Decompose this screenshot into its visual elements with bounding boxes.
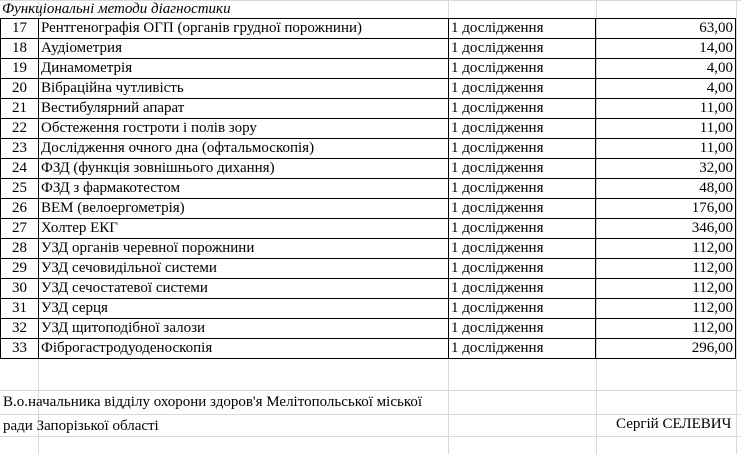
table-row (1, 279, 736, 299)
signer-name: Сергій СЕЛЕВИЧ (616, 416, 732, 432)
gridline (736, 0, 737, 454)
unit[interactable]: 1 дослідження (449, 99, 596, 119)
row-number[interactable]: 18 (1, 39, 39, 59)
table-row (1, 339, 736, 359)
service-name[interactable]: УЗД серця (39, 299, 449, 319)
unit[interactable]: 1 дослідження (449, 319, 596, 339)
table-row (1, 159, 736, 179)
price[interactable]: 4,00 (596, 79, 736, 99)
table-row (1, 239, 736, 259)
price[interactable]: 346,00 (596, 219, 736, 239)
price[interactable]: 32,00 (596, 159, 736, 179)
unit[interactable]: 1 дослідження (449, 19, 596, 39)
unit[interactable]: 1 дослідження (449, 259, 596, 279)
row-number[interactable]: 32 (1, 319, 39, 339)
price[interactable]: 11,00 (596, 99, 736, 119)
price[interactable]: 112,00 (596, 239, 736, 259)
row-number[interactable]: 28 (1, 239, 39, 259)
service-name[interactable]: УЗД сечостатевої системи (39, 279, 449, 299)
table-row (1, 139, 736, 159)
unit[interactable]: 1 дослідження (449, 179, 596, 199)
price[interactable]: 11,00 (596, 139, 736, 159)
signature-position (3, 390, 453, 438)
service-name[interactable]: Аудіометрия (39, 39, 449, 59)
service-name[interactable]: УЗД щитоподібної залози (39, 319, 449, 339)
position-line-1: В.о.начальника відділу охорони здоров'я Мелітопольської міської (3, 394, 423, 410)
price[interactable]: 112,00 (596, 299, 736, 319)
table-row (1, 259, 736, 279)
unit[interactable]: 1 дослідження (449, 59, 596, 79)
position-line-2: ради Запорізької області (3, 418, 159, 434)
table-row (1, 219, 736, 239)
row-number[interactable]: 30 (1, 279, 39, 299)
table-row (1, 79, 736, 99)
unit[interactable]: 1 дослідження (449, 199, 596, 219)
service-name[interactable]: Динамометрія (39, 59, 449, 79)
row-number[interactable]: 26 (1, 199, 39, 219)
table-row (1, 319, 736, 339)
unit[interactable]: 1 дослідження (449, 239, 596, 259)
price[interactable]: 112,00 (596, 319, 736, 339)
table-row (1, 119, 736, 139)
price[interactable]: 296,00 (596, 339, 736, 359)
unit[interactable]: 1 дослідження (449, 159, 596, 179)
service-name[interactable]: Вестибулярний апарат (39, 99, 449, 119)
unit[interactable]: 1 дослідження (449, 39, 596, 59)
service-name[interactable]: ФЗД (функція зовнішнього дихання) (39, 159, 449, 179)
row-number[interactable]: 20 (1, 79, 39, 99)
row-number[interactable]: 33 (1, 339, 39, 359)
unit[interactable]: 1 дослідження (449, 119, 596, 139)
section-title: Функціональні методи діагностики (2, 1, 231, 17)
price[interactable]: 48,00 (596, 179, 736, 199)
row-number[interactable]: 19 (1, 59, 39, 79)
price[interactable]: 11,00 (596, 119, 736, 139)
unit[interactable]: 1 дослідження (449, 219, 596, 239)
table-row (1, 179, 736, 199)
service-name[interactable]: ВЕМ (велоергометрія) (39, 199, 449, 219)
row-number[interactable]: 27 (1, 219, 39, 239)
service-name[interactable]: Дослідження очного дна (офтальмоскопія) (39, 139, 449, 159)
service-name[interactable]: Обстеження гостроти і полів зору (39, 119, 449, 139)
table-row (1, 59, 736, 79)
price[interactable]: 4,00 (596, 59, 736, 79)
unit[interactable]: 1 дослідження (449, 339, 596, 359)
unit[interactable]: 1 дослідження (449, 139, 596, 159)
row-number[interactable]: 29 (1, 259, 39, 279)
table-row (1, 299, 736, 319)
price-table-body (1, 19, 736, 359)
service-name[interactable]: Рентгенографія ОГП (органів грудної порожнини) (39, 19, 449, 39)
service-name[interactable]: Фіброгастродуоденоскопія (39, 339, 449, 359)
row-number[interactable]: 22 (1, 119, 39, 139)
price[interactable]: 14,00 (596, 39, 736, 59)
row-number[interactable]: 31 (1, 299, 39, 319)
service-name[interactable]: Вібраційна чутливість (39, 79, 449, 99)
row-number[interactable]: 25 (1, 179, 39, 199)
row-number[interactable]: 17 (1, 19, 39, 39)
unit[interactable]: 1 дослідження (449, 279, 596, 299)
service-name[interactable]: УЗД сечовидільної системи (39, 259, 449, 279)
row-number[interactable]: 21 (1, 99, 39, 119)
price-table (0, 18, 736, 359)
row-number[interactable]: 24 (1, 159, 39, 179)
price[interactable]: 176,00 (596, 199, 736, 219)
table-row (1, 199, 736, 219)
service-name[interactable]: УЗД органів черевної порожнини (39, 239, 449, 259)
price[interactable]: 112,00 (596, 259, 736, 279)
unit[interactable]: 1 дослідження (449, 79, 596, 99)
table-row (1, 99, 736, 119)
price[interactable]: 112,00 (596, 279, 736, 299)
unit[interactable]: 1 дослідження (449, 299, 596, 319)
table-row (1, 19, 736, 39)
service-name[interactable]: Холтер ЕКГ (39, 219, 449, 239)
table-row (1, 39, 736, 59)
price[interactable]: 63,00 (596, 19, 736, 39)
service-name[interactable]: ФЗД з фармакотестом (39, 179, 449, 199)
row-number[interactable]: 23 (1, 139, 39, 159)
